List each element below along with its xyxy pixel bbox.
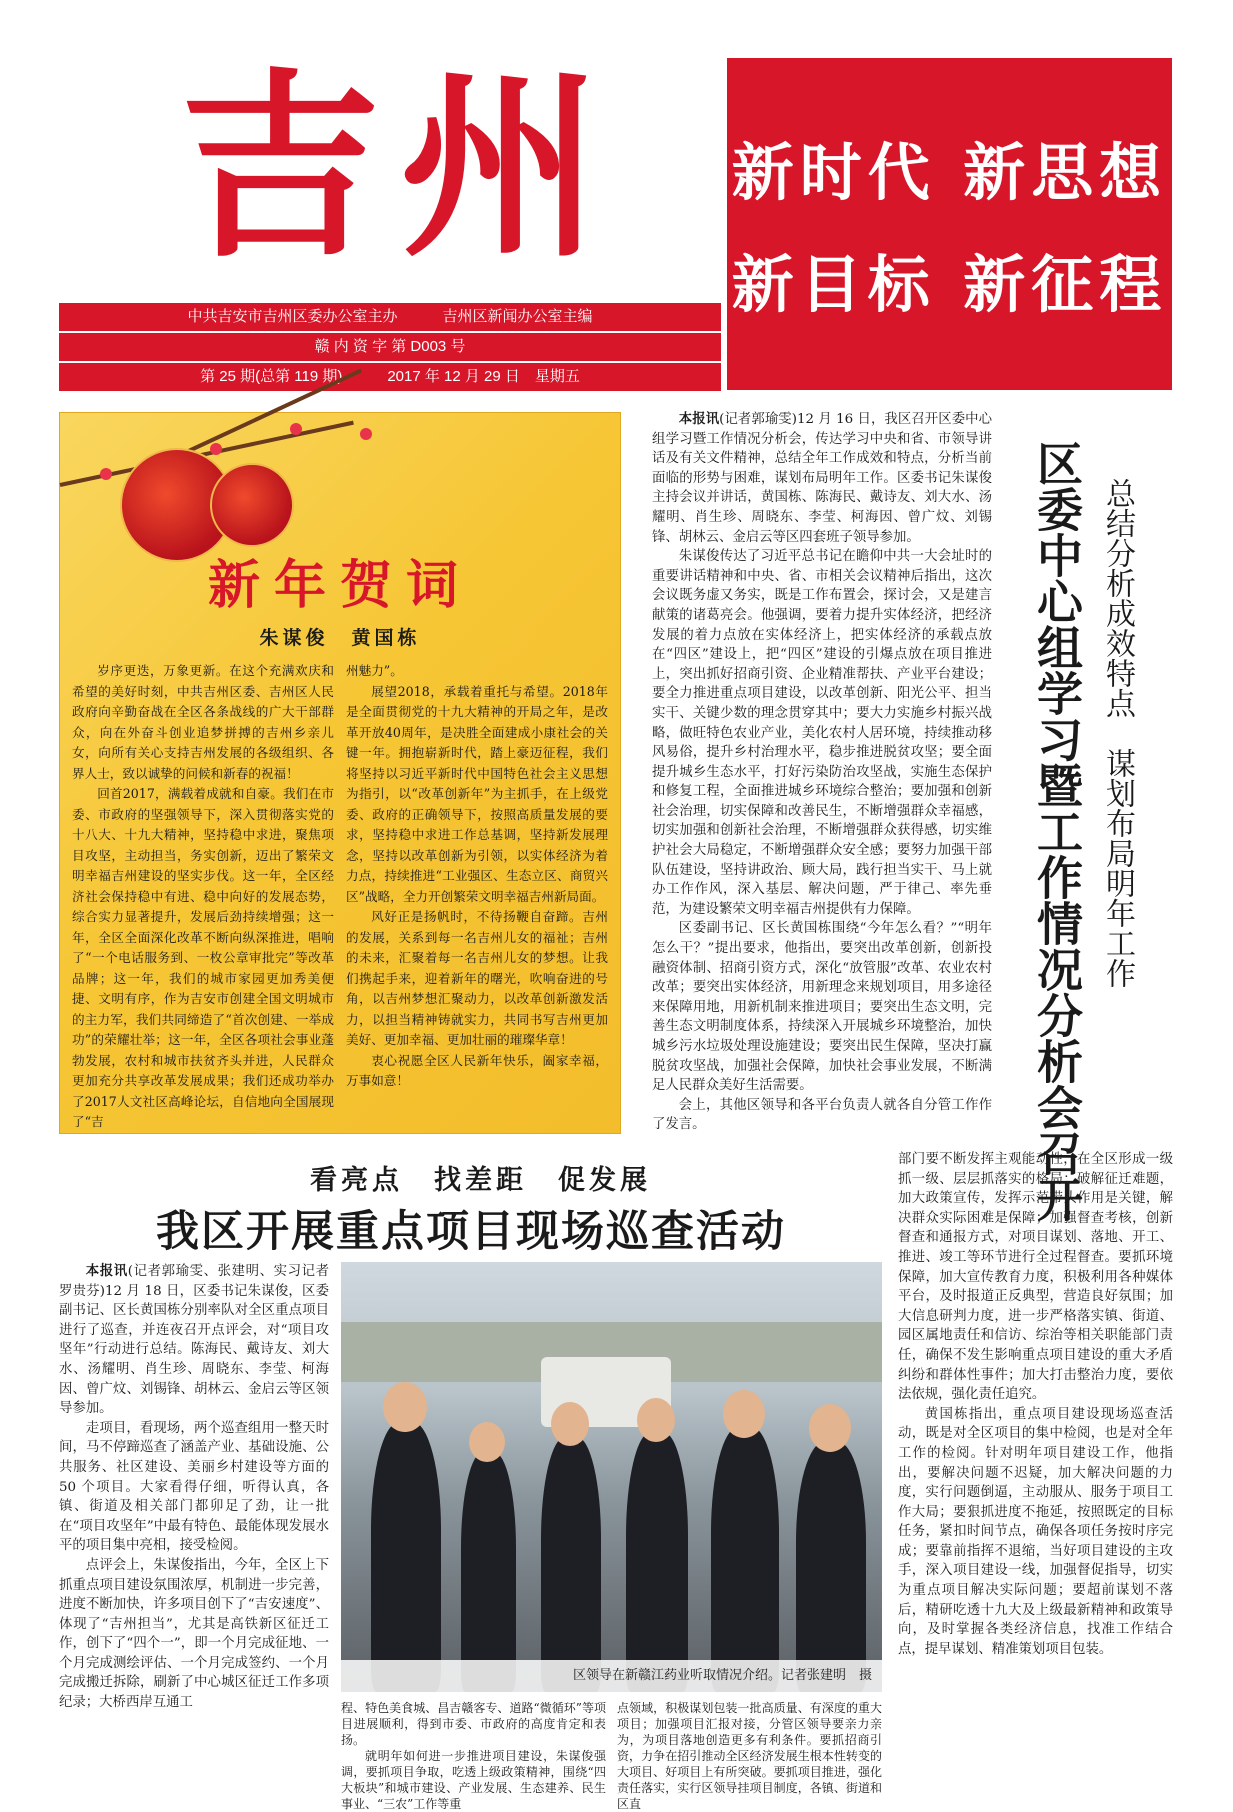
greeting-paragraph: 岁序更迭，万象更新。在这个充满欢庆和希望的美好时刻，中共吉州区委、吉州区人民政府向辛勤奋战在全区各条战线的广大干部群众，向在外奋斗创业追梦拼搏的吉州乡亲儿女，向所有关心支持吉州发展的各级组织、各界人士，致以诚挚的问候和新春的祝福！ [72,663,334,781]
article2-column-2 [341,1700,606,1811]
plum-blossom [360,428,372,440]
article2-paragraph: 程、特色美食城、昌吉赣客专、道路“微循环”等项目进展顺利，得到市委、市政府的高度肯定和表扬。 [341,1701,606,1747]
article1-subtitle: 总结分析成效特点 谋划布局明年工作 [1100,478,1135,988]
photo-person [371,1422,441,1692]
photo-person [541,1437,601,1692]
article2-column-3 [617,1700,882,1811]
article2-column-1 [59,1262,329,1732]
photo-person [711,1427,779,1692]
slogan-box [727,58,1172,390]
plum-blossom [290,423,302,435]
inspection-photo [341,1262,882,1692]
greeting-paragraph: 衷心祝愿全区人民新年快乐，阖家幸福，万事如意！ [346,1052,608,1088]
greeting-column-2 [346,661,608,1092]
article2-paragraph: 部门要不断发挥主观能动性，在全区形成一级抓一级、层层抓落实的格局；破解征迁难题，加大政策宣传，发挥示范带头作用是关键，解决群众实际困难是保障；加强督查考核，创新督查和通报方式，对项目谋划、落地、开工、推进、竣工等环节进行全过程督查。要抓环境保障，加大宣传教育力度，积极利用各种媒体平台，及时报道正反典型，营造良好氛围；加大信息研判力度，进一步严格落实镇、街道、园区属地责任和信访、综治等相关职能部门责任，确保不发生影响重点项目建设的重大矛盾纠纷和群体性事件；加大打击整治力度，要依法依规，强化责任追究。 [898,1152,1173,1403]
article2-column-4 [898,1150,1173,1748]
photo-person-head [723,1390,765,1438]
article2-paragraph: 黄国栋指出，重点项目建设现场巡查活动，既是对全区项目的集中检阅，也是对全年工作的检阅。针对明年项目建设工作，他指出，要解决问题不迟疑，加大解决问题的力度，实行问题倒逼，主动服从、服务于项目工作大局；要狠抓进度不拖延，按照既定的目标任务，紧扣时间节点，确保各项任务按时序完成；要靠前指挥不退缩，当好项目建设的主攻手，深入项目建设一线，加强督促指导，切实为重点项目解决实际问题；要超前谋划不落后，精研吃透十九大及上级最新精神和政策导向，及时掌握各类经济信息，找准工作结合点，提早谋划、精准策划项目包装。 [898,1406,1173,1657]
info-bar [59,303,721,391]
greeting-paragraph: 展望2018，承载着重托与希望。2018年是全面贯彻党的十九大精神的开局之年，是改革开放40周年，是决胜全面建成小康社会的关键一年。拥抱崭新时代，踏上豪迈征程，我们将坚持以习近平新时代中国特色社会主义思想为指引，以“改革创新年”为主抓手，在上级党委、政府的正确领导下，按照高质量发展的要求，坚持稳中求进工作总基调，坚持新发展理念，坚持以改革创新为引领，以实体经济为着力点，持续推进“工业强区、生态立区、商贸兴区”战略，全力开创繁荣文明幸福吉州新局面。 [346,683,608,904]
article1-paragraph: 区委副书记、区长黄国栋围绕“今年怎么看？”“明年怎么干？”提出要求，他指出，要突出改革创新，创新投融资体制、招商引资方式，深化“放管服”改革、农业农村改革；要突出实体经济，用新理念来规划项目，用多途径来保障用地，用新机制来推进项目；要突出生态文明，完善生态文明制度体系，持续深入开展城乡环境整治，加快城乡污水垃圾处理设施建设；要突出民生保障，坚决打赢脱贫攻坚战，加强社会保障，加快社会事业发展，不断满足人民群众美好生活需要。 [652,921,992,1094]
greeting-title: 新年贺词 [207,555,472,616]
plum-blossom [100,468,112,480]
photo-caption: 区领导在新赣江药业听取情况介绍。记者张建明 摄 [341,1660,882,1692]
photo-person-head [551,1402,589,1446]
greeting-paragraph: 风好正是扬帆时，不待扬鞭自奋蹄。吉州的发展，关系到每一名吉州儿女的福祉；吉州的未来，汇聚着每一名吉州儿女的梦想。让我们携起手来，迎着新年的曙光，吹响奋进的号角，以吉州梦想汇聚动力，以改革创新激发活力，以担当精神铸就实力，共同书写吉州更加美好、更加幸福、更加壮丽的璀璨华章！ [346,909,608,1047]
article1-paragraph: 会上，其他区领导和各平台负责人就各自分管工作作了发言。 [652,1097,992,1133]
article1-body [652,410,992,1135]
photo-person-head [469,1422,505,1462]
greeting-paragraph: 州魅力”。 [346,663,403,678]
article2-lead-label: 本报讯 [85,1263,128,1279]
new-year-greeting-panel [59,412,621,1134]
article2-paragraph: 点领域，积极谋划包装一批高质量、有深度的重大项目；加强项目汇报对接，分管区领导要亲力亲为，为项目落地创造更多有利条件。要抓招商引资，力争在招引推动全区经济发展生根本性转变的大项目、好项目上有所突破。要抓项目推进，强化责任落实，实行区领导挂项目制度，各镇、街道和区直 [617,1701,882,1811]
photo-person-head [383,1382,427,1432]
article2-title: 我区开展重点项目现场巡查活动 [156,1207,786,1257]
greeting-authors: 朱谋俊 黄国栋 [259,627,421,649]
article1-lead: (记者郭瑜雯)12 月 16 日，我区召开区委中心组学习暨工作情况分析会，传达学习中央和省、市领导讲话及有关文件精神，总结全年工作成效和特点，分析当前面临的形势与困难，谋划布局明年工作。区委书记朱谋俊主持会议并讲话，黄国栋、陈海民、戴诗友、刘大水、汤耀明、肖生珍、周晓东、李莹、柯海因、曾广炆、刘锡锋、胡林云、金启云等区四套班子领导参加。 [652,412,992,545]
greeting-paragraph: 回首2017，满载着成就和自豪。我们在市委、市政府的坚强领导下，深入贯彻落实党的十八大、十九大精神，坚持稳中求进，聚焦项目攻坚，主动担当，务实创新，迈出了繁荣文明幸福吉州建设的坚实步伐。这一年，全区经济社会保持稳中有进、稳中向好的发展态势，综合实力显著提升，发展后劲持续增强；这一年，全区全面深化改革不断向纵深推进，唱响了“一个电话服务到、一枚公章审批完”等改革品牌；这一年，我们的城市家园更加秀美便捷、文明有序，作为吉安市创建全国文明城市的主力军，我们共同缔造了“首次创建、一举成功”的荣耀壮举；这一年，全区各项社会事业蓬勃发展，农村和城市扶贫齐头并进，人民群众更加充分共享改革发展成果；我们还成功举办了2017人文社区高峰论坛，自信地向全国展现了“吉 [72,786,334,1129]
plum-blossom [210,443,222,455]
sponsor-line: 中共吉安市吉州区委办公室主办 吉州区新闻办公室主编 [59,303,721,331]
article2-subtitle: 看亮点 找差距 促发展 [310,1165,651,1196]
article1-paragraph: 朱谋俊传达了习近平总书记在瞻仰中共一大会址时的重要讲话精神和中央、省、市相关会议精神后指出，这次会议既务虚又务实，既是工作布置会，探讨会，又是建言献策的诸葛亮会。他强调，要着力提升实体经济，把经济发展的着力点放在实体经济上，把实体经济的承载点放在“四区”建设上，把“四区”建设的引爆点放在项目推进上，突出抓好招商引资、企业精准帮扶、产业平台建设；要全力推进重点项目建设，以改革创新、阳光公平、担当实干、关键少数的理念贯穿其中；要大力实施乡村振兴战略，做旺特色农业产业，美化农村人居环境，持续推动移风易俗，提升乡村治理水平，稳步推进脱贫攻坚；要全面提升城乡生态水平，打好污染防治攻坚战，实施生态保护和修复工程，全面推进城乡环境综合整治；要加强和创新社会治理，切实保障和改善民生，不断增强群众幸福感，切实加强和创新社会治理，不断增强群众获得感，切实维护社会大局稳定，不断增强群众安全感；要努力加强干部队伍建设，坚持讲政治、顾大局，践行担当实干、马上就办工作作风，深入基层、解决问题，严于律己、率先垂范，为建设繁荣文明幸福吉州提供有力保障。 [652,549,992,917]
article2-lead: (记者郭瑜雯、张建明、实习记者罗贵芬)12 月 18 日，区委书记朱谋俊，区委副书记、区长黄国栋分别率队对全区重点项目进行了巡查，并连夜召开点评会，对“项目攻坚年”行动进行总结。陈海民、戴诗友、刘大水、汤耀明、肖生珍、周晓东、李莹、柯海因、曾广炆、刘锡锋、胡林云、金启云等区领导参加。 [59,1264,329,1417]
article2-paragraph: 走项目，看现场，两个巡查组用一整天时间，马不停蹄巡查了涵盖产业、基础设施、公共服务、社区建设、美丽乡村建设等方面的 50 个项目。大家看得仔细，听得认真，各镇、街道及相关部门都卯足了劲，让一批在“项目攻坚年”中最有特色、最能体现发展水平的项目集中亮相，接受检阅。 [59,1420,329,1554]
photo-person-head [637,1398,675,1442]
photo-person [461,1452,516,1692]
permit-line: 赣 内 资 字 第 D003 号 [59,333,721,361]
photo-person [796,1442,866,1692]
photo-person [626,1432,688,1692]
slogan-line-1: 新时代 新思想 [731,136,1168,209]
masthead-title: 吉州 [180,50,621,285]
photo-person-head [809,1404,851,1452]
article2-paragraph: 就明年如何进一步推进项目建设，朱谋俊强调，要抓项目争取，吃透上级政策精神，围绕“四大板块”和城市建设、产业发展、生态建养、民生事业、“三农”工作等重 [341,1749,606,1811]
issue-line: 第 25 期(总第 119 期) 2017 年 12 月 29 日 星期五 [59,363,721,391]
article1-title: 区委中心组学习暨工作情况分析会召开 [1030,440,1084,1222]
red-lantern-icon [210,463,294,547]
greeting-column-1 [72,661,334,1133]
article1-lead-label: 本报讯 [678,411,720,427]
article2-paragraph: 点评会上，朱谋俊指出，今年，全区上下抓重点项目建设氛围浓厚，机制进一步完善，进度不断加快，许多项目创下了“吉安速度”、体现了“吉州担当”，尤其是高铁新区征迁工作，创下了“四个一”，即一个月完成征地、一个月完成测绘评估、一个月完成签约、一个月完成搬迁拆除，刷新了中心城区征迁工作多项纪录；大桥西岸互通工 [59,1557,329,1711]
slogan-line-2: 新目标 新征程 [731,248,1168,321]
